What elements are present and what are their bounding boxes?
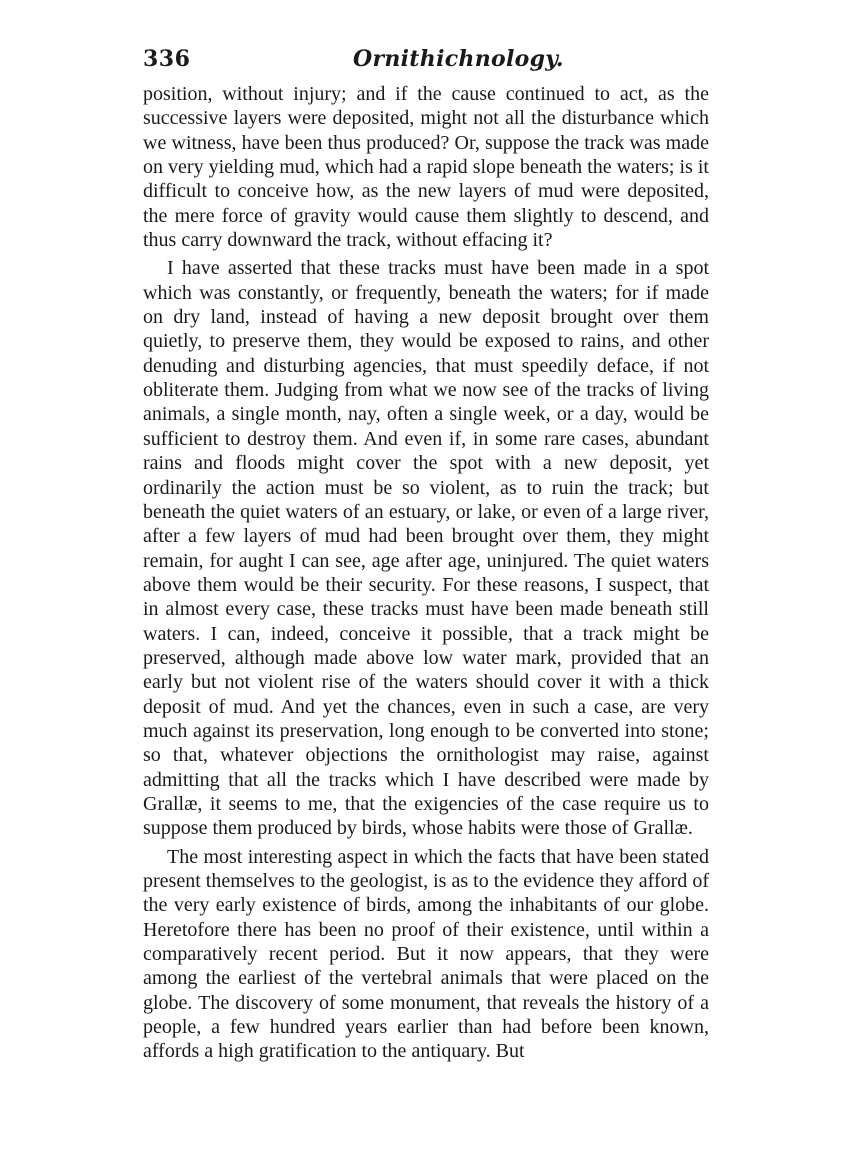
paragraph-continuation: position, without injury; and if the cause continued to act, as the successive layers were deposited, might not all the disturbance which we witness, have been thus produced? Or, suppose the track was made on very yielding mud, which had a rapid slope beneath the waters; is it difficult to conceive how, as the new layers of mud were deposited, the mere force of gravity would cause them slightly to descend, and thus carry downward the track, without effacing it? xyxy=(143,83,709,252)
paragraph-early-existence-of-birds: The most interesting aspect in which the facts that have been stated present themselves to the geologist, is as to the evidence they afford of the very early existence of birds, among the inhabitants of our globe. Heretofore there has been no proof of their existence, until within a comparatively recent period. But it now appears, that they were among the earliest of the vertebral animals that were placed on the globe. The discovery of some monument, that reveals the history of a people, a few hundred years earlier than had before been known, affords a high gratification to the antiquary. But xyxy=(143,845,709,1063)
running-head xyxy=(143,42,709,78)
page-number: 336 xyxy=(143,46,191,72)
running-title: Ornithichnology. xyxy=(353,46,564,72)
body-text xyxy=(143,82,709,1068)
paragraph-tracks-beneath-waters: I have asserted that these tracks must have been made in a spot which was constantly, or frequently, beneath the waters; for if made on dry land, instead of having a new deposit brought over them quietly, to preserve them, they would be exposed to rains, and other denuding and disturbing agencies, that must speedily deface, if not obliterate them. Judging from what we now see of the tracks of living animals, a single month, nay, often a single week, or a day, would be sufficient to destroy them. And even if, in some rare cases, abundant rains and floods might cover the spot with a new deposit, yet ordinarily the action must be so violent, as to ruin the track; but beneath the quiet waters of an estuary, or lake, or even of a large river, after a few layers of mud had been brought over them, they might remain, for aught I can see, age after age, uninjured. The quiet waters above them would be their security. For these reasons, I suspect, that in almost every case, these tracks must have been made beneath still waters. I can, indeed, conceive it possible, that a track might be preserved, although made above low water mark, provided that an early but not violent rise of the waters should cover it with a thick deposit of mud. And yet the chances, even in such a case, are very much against its preservation, long enough to be converted into stone; so that, whatever objections the ornithologist may raise, against admitting that all the tracks which I have described were made by Grallæ, it seems to me, that the exigencies of the case require us to suppose them produced by birds, whose habits were those of Grallæ. xyxy=(143,257,709,840)
